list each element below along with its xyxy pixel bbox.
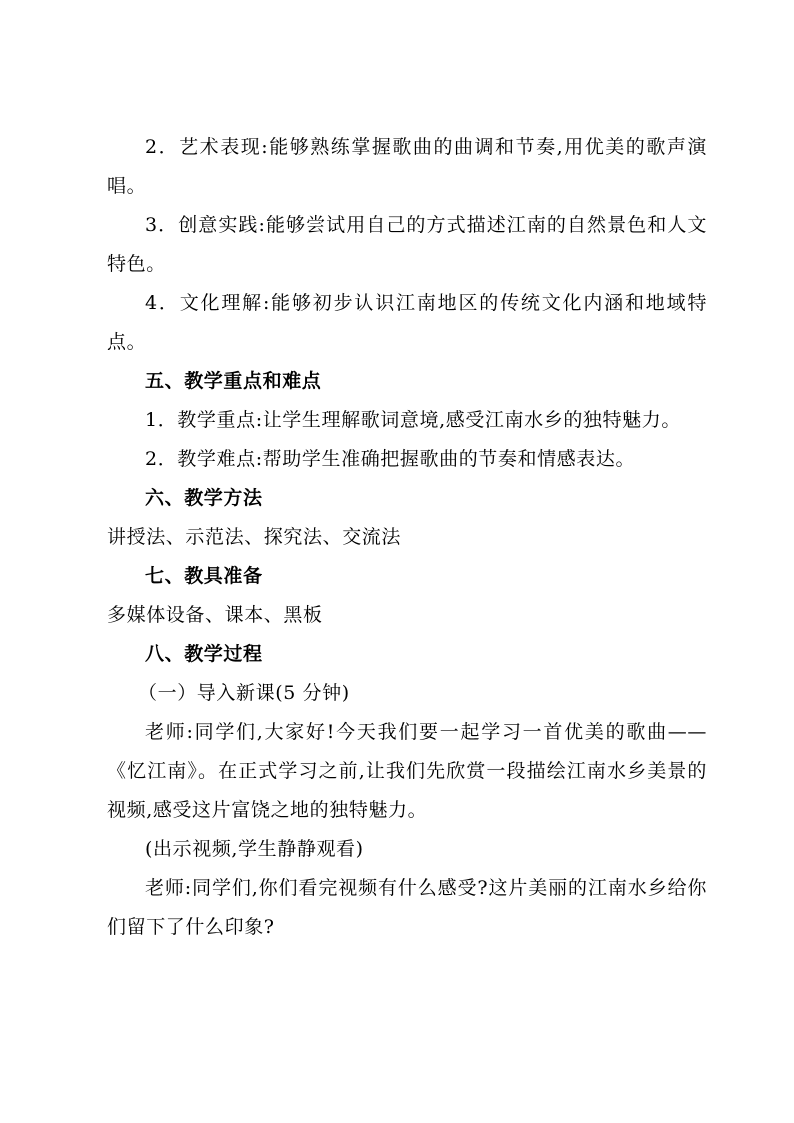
paragraph-teacher-intro: 老师:同学们,大家好!今天我们要一起学习一首优美的歌曲——《忆江南》。在正式学习之前,让我们先欣赏一段描绘江南水乡美景的视频,感受这片富饶之地的独特魅力。: [107, 721, 707, 821]
section-heading-teaching-methods: 六、教学方法: [145, 487, 263, 509]
paragraph-art-expression: 2．艺术表现:能够熟练掌握歌曲的曲调和节奏,用优美的歌声演唱。: [107, 136, 707, 197]
paragraph-methods: 讲授法、示范法、探究法、交流法: [107, 526, 402, 548]
paragraph-creative-practice: 3．创意实践:能够尝试用自己的方式描述江南的自然景色和人文特色。: [107, 214, 707, 275]
paragraph-materials: 多媒体设备、课本、黑板: [107, 604, 323, 626]
paragraph-cultural-understanding: 4．文化理解:能够初步认识江南地区的传统文化内涵和地域特点。: [107, 292, 707, 353]
section-heading-key-difficult-points: 五、教学重点和难点: [145, 370, 322, 392]
section-heading-teaching-aids: 七、教具准备: [145, 565, 263, 587]
subsection-heading-introduction: （一）导入新课(5 分钟): [138, 682, 350, 704]
paragraph-video-note: (出示视频,学生静静观看): [145, 838, 364, 860]
document-body: [107, 128, 707, 947]
paragraph-teacher-question: 老师:同学们,你们看完视频有什么感受?这片美丽的江南水乡给你们留下了什么印象?: [107, 877, 707, 938]
paragraph-difficult-point: 2．教学难点:帮助学生准确把握歌曲的节奏和情感表达。: [145, 448, 636, 470]
paragraph-key-point: 1．教学重点:让学生理解歌词意境,感受江南水乡的独特魅力。: [145, 409, 681, 431]
section-heading-teaching-process: 八、教学过程: [145, 643, 263, 665]
